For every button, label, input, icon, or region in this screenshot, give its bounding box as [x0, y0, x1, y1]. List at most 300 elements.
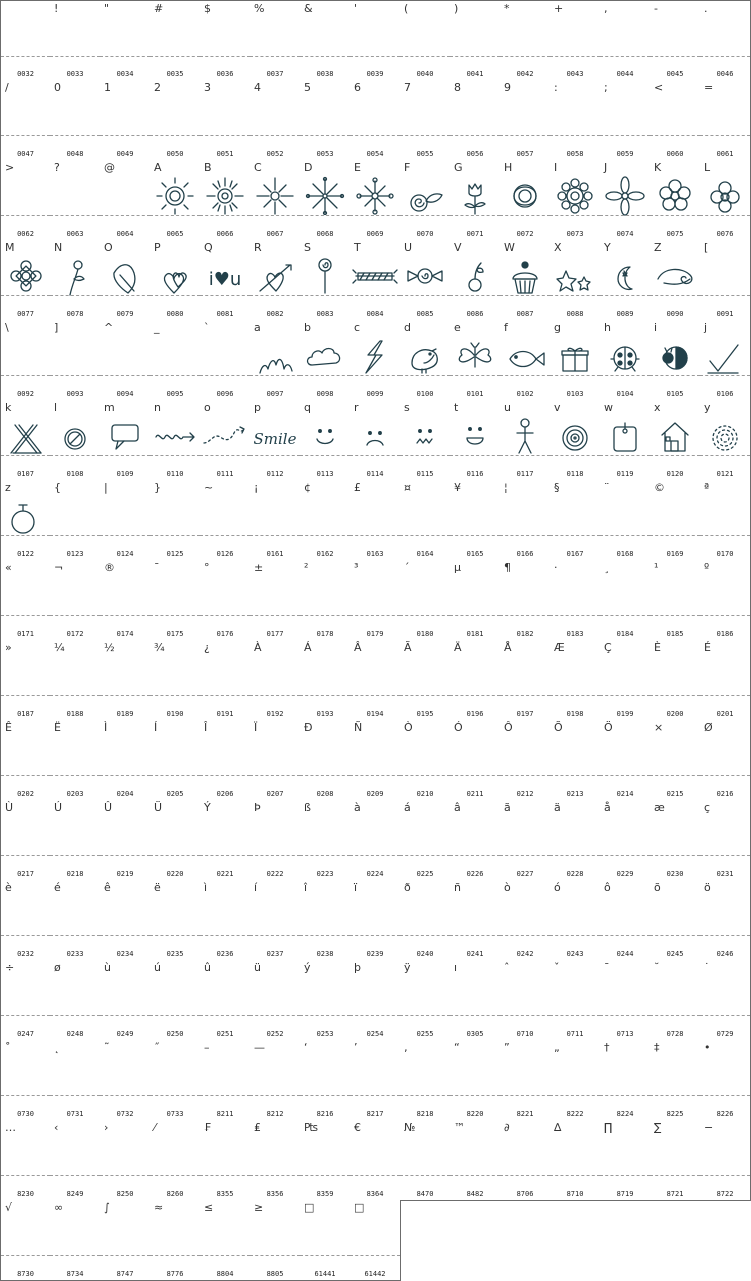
glyph-code: 0083: [316, 310, 334, 318]
glyph-character: õ: [654, 881, 661, 894]
glyph-character: ¸: [604, 561, 610, 574]
sun3-icon: [250, 173, 300, 218]
glyph-code: 8710: [566, 1190, 584, 1198]
glyph-cell: [450, 80, 501, 161]
glyph-code: 0254: [366, 1030, 384, 1038]
baseline-divider: [100, 855, 150, 856]
glyph-character: ˙: [704, 961, 710, 974]
baseline-divider: [600, 375, 650, 376]
baseline-divider: [700, 56, 750, 57]
glyph-code: 8776: [166, 1270, 184, 1278]
baseline-divider: [600, 615, 650, 616]
glyph-cell: [600, 480, 651, 561]
glyph-cell: [400, 720, 451, 801]
glyph-character: €: [354, 1121, 361, 1134]
ladybug2-icon: [650, 333, 700, 378]
glyph-code: 0094: [116, 390, 134, 398]
baseline-divider: [400, 695, 450, 696]
glyph-character: Å: [504, 641, 512, 654]
glyph-code: 0118: [566, 470, 584, 478]
glyph-picture-text: Smile: [253, 430, 297, 448]
baseline-divider: [350, 855, 400, 856]
glyph-character: ∫: [104, 1201, 110, 1214]
glyph-picture-text: i♥u: [208, 269, 242, 290]
glyph-character: Ö: [604, 721, 613, 734]
glyph-character: |: [104, 481, 108, 494]
glyph-cell: [600, 240, 651, 321]
glyph-cell: [700, 640, 751, 721]
baseline-divider: [100, 215, 150, 216]
glyph-cell: [550, 1040, 601, 1121]
glyph-code: 0732: [116, 1110, 134, 1118]
glyph-cell: [600, 960, 651, 1041]
glyph-code: 0710: [516, 1030, 534, 1038]
glyph-cell: [500, 240, 551, 321]
glyph-code: 0245: [666, 950, 684, 958]
baseline-divider: [1, 375, 50, 376]
glyph-code: 0107: [17, 470, 34, 478]
baseline-divider: [300, 455, 350, 456]
glyph-character: p: [254, 401, 261, 414]
glyph-character: F: [404, 161, 411, 174]
glyph-cell: [150, 560, 201, 641]
glyph-cell: [50, 0, 101, 81]
glyph-character: }: [154, 481, 161, 494]
glyph-code: 0114: [366, 470, 384, 478]
glyph-character: §: [554, 481, 560, 494]
glyph-cell: [400, 1040, 451, 1121]
glyph-cell: [250, 480, 301, 561]
glyph-cell: [200, 160, 251, 241]
glyph-character: b: [304, 321, 311, 334]
baseline-divider: [500, 855, 550, 856]
glyph-code: 8359: [316, 1190, 334, 1198]
glyph-character: 7: [404, 81, 411, 94]
glyph-cell: [300, 560, 351, 641]
glyph-character: ⁄: [154, 1121, 156, 1134]
glyph-character: ≥: [254, 1201, 264, 1214]
glyph-character: t: [454, 401, 459, 414]
glyph-character: †: [604, 1041, 610, 1054]
glyph-cell: [250, 1200, 301, 1281]
glyph-code: 0109: [116, 470, 134, 478]
glyph-code: 0053: [316, 150, 334, 158]
glyph-cell: [550, 240, 601, 321]
glyph-character: ¾: [154, 641, 165, 654]
glyph-character: r: [354, 401, 359, 414]
glyph-character: ×: [654, 721, 664, 734]
glyph-code: 8355: [216, 1190, 234, 1198]
baseline-divider: [1, 1015, 50, 1016]
glyph-code: 0203: [66, 790, 84, 798]
glyph-character: »: [5, 641, 12, 654]
glyph-code: 8706: [516, 1190, 534, 1198]
glyph-character: Þ: [254, 801, 261, 814]
baseline-divider: [500, 1015, 550, 1016]
glyph-character: Ð: [304, 721, 313, 734]
baseline-divider: [600, 1015, 650, 1016]
cherry-icon: [450, 253, 500, 298]
glyph-code: 0055: [416, 150, 434, 158]
glyph-code: 0060: [666, 150, 684, 158]
baseline-divider: [550, 455, 600, 456]
glyph-cell: [500, 720, 551, 801]
baseline-divider: [400, 135, 450, 136]
glyph-cell: [450, 1040, 501, 1121]
hearts-icon: [150, 253, 200, 298]
baseline-divider: [650, 615, 700, 616]
sun2-icon: [200, 173, 250, 218]
glyph-character: ï: [354, 881, 358, 894]
glyph-code: 8216: [316, 1110, 334, 1118]
baseline-divider: [550, 775, 600, 776]
glyph-character: C: [254, 161, 262, 174]
glyph-cell: [300, 0, 351, 81]
glyph-cell: [600, 1040, 651, 1121]
glyph-cell: [550, 960, 601, 1041]
glyph-cell: [250, 320, 301, 401]
glyph-cell: [600, 720, 651, 801]
glyph-cell: [50, 640, 101, 721]
glyph-character: ;: [604, 81, 608, 94]
baseline-divider: [100, 935, 150, 936]
glyph-cell: [250, 0, 301, 81]
baseline-divider: [1, 215, 50, 216]
glyph-cell: [600, 560, 651, 641]
glyph-cell: [0, 1200, 51, 1281]
glyph-cell: [700, 80, 751, 161]
glyph-character: ø: [54, 961, 61, 974]
glyph-cell: [300, 880, 351, 961]
glyph-character: A: [154, 161, 162, 174]
glyph-character: N: [54, 241, 63, 254]
glyph-code: 0253: [316, 1030, 334, 1038]
cloud-icon: [300, 333, 350, 378]
baseline-divider: [100, 1175, 150, 1176]
glyph-cell: [200, 640, 251, 721]
glyph-character: ': [354, 2, 358, 15]
glyph-code: 0231: [716, 870, 734, 878]
glyph-cell: [600, 160, 651, 241]
glyph-cell: [0, 240, 51, 321]
glyph-code: 0230: [666, 870, 684, 878]
glyph-cell: [250, 240, 301, 321]
glyph-code: 0172: [66, 630, 84, 638]
baseline-divider: [250, 1255, 300, 1256]
glyph-character: ã: [504, 801, 511, 814]
glyph-code: 0208: [316, 790, 334, 798]
glyph-cell: [0, 1120, 51, 1201]
baseline-divider: [700, 1015, 750, 1016]
glyph-cell: [100, 320, 151, 401]
glyph-cell: [100, 0, 151, 81]
glyph-code: 0040: [416, 70, 434, 78]
glyph-code: 0056: [466, 150, 484, 158]
sun1-icon: [150, 173, 200, 218]
glyph-cell: [500, 1040, 551, 1121]
glyph-character: ": [104, 2, 110, 15]
glyph-character: =: [704, 81, 714, 94]
glyph-character: ¢: [304, 481, 311, 494]
glyph-code: 0218: [66, 870, 84, 878]
glyph-character: □: [304, 1201, 315, 1214]
glyph-code: 8249: [66, 1190, 84, 1198]
glyph-character: Q: [204, 241, 213, 254]
glyph-code: 0224: [366, 870, 384, 878]
glyph-code: 0249: [116, 1030, 134, 1038]
baseline-divider: [100, 535, 150, 536]
glyph-cell: [150, 960, 201, 1041]
baseline-divider: [650, 855, 700, 856]
glyph-code: 0078: [66, 310, 84, 318]
glyph-code: 8482: [466, 1190, 484, 1198]
glyph-code: 0186: [716, 630, 734, 638]
glyph-cell: [250, 960, 301, 1041]
glyph-cell: [250, 160, 301, 241]
baseline-divider: [150, 215, 200, 216]
glyph-cell: [100, 80, 151, 161]
baseline-divider: [350, 615, 400, 616]
baseline-divider: [350, 1175, 400, 1176]
glyph-character: w: [604, 401, 613, 414]
baseline-divider: [450, 455, 500, 456]
glyph-code: 0093: [66, 390, 84, 398]
glyph-code: 0105: [666, 390, 684, 398]
baseline-divider: [100, 695, 150, 696]
glyph-code: 0072: [516, 230, 534, 238]
glyph-character: @: [104, 161, 115, 174]
glyph-cell: [150, 0, 201, 81]
leaf-icon: [100, 253, 150, 298]
glyph-character: &: [304, 2, 313, 15]
glyph-character: .: [704, 2, 708, 15]
glyph-code: 0241: [466, 950, 484, 958]
glyph-character: ¨: [604, 481, 610, 494]
glyph-character: í: [254, 881, 258, 894]
glyph-code: 0713: [616, 1030, 634, 1038]
glyph-code: 0076: [716, 230, 734, 238]
daisy1-icon: [500, 173, 550, 218]
glyph-cell: [150, 720, 201, 801]
glyph-code: 0082: [266, 310, 284, 318]
tagsq-icon: [600, 413, 650, 458]
baseline-divider: [400, 295, 450, 296]
baseline-divider: [700, 775, 750, 776]
ladybug1-icon: [600, 333, 650, 378]
glyph-cell: [300, 1040, 351, 1121]
baseline-divider: [1, 56, 50, 57]
baseline-divider: [450, 535, 500, 536]
baseline-divider: [150, 855, 200, 856]
glyph-character: №: [404, 1121, 416, 1134]
baseline-divider: [250, 1015, 300, 1016]
glyph-cell: [100, 1200, 151, 1281]
glyph-character: ÷: [5, 961, 15, 974]
baseline-divider: [250, 135, 300, 136]
glyph-cell: [450, 160, 501, 241]
glyph-character: ˝: [154, 1041, 160, 1054]
glyph-code: 0045: [666, 70, 684, 78]
glyph-character: Ê: [5, 721, 12, 734]
baseline-divider: [650, 455, 700, 456]
glyph-character: z: [5, 481, 11, 494]
baseline-divider: [300, 775, 350, 776]
glyph-code: 0169: [666, 550, 684, 558]
baseline-divider: [300, 935, 350, 936]
glyph-cell: [600, 880, 651, 961]
baseline-divider: [1, 935, 50, 936]
glyph-cell: [200, 880, 251, 961]
glyph-code: 0101: [466, 390, 484, 398]
glyph-code: 8250: [116, 1190, 134, 1198]
glyph-character: X: [554, 241, 562, 254]
noentry-icon: [50, 413, 100, 458]
glyph-cell: [50, 1200, 101, 1281]
baseline-divider: [550, 695, 600, 696]
glyph-cell: [500, 880, 551, 961]
baseline-divider: [650, 1095, 700, 1096]
glyph-character: µ: [454, 561, 461, 574]
glyph-cell: [450, 1120, 501, 1201]
baseline-divider: [550, 1095, 600, 1096]
baseline-divider: [500, 1095, 550, 1096]
glyph-code: 0200: [666, 710, 684, 718]
baseline-divider: [650, 535, 700, 536]
glyph-cell: [50, 560, 101, 641]
glyph-code: 0213: [566, 790, 584, 798]
baseline-divider: [200, 775, 250, 776]
baseline-divider: [1, 535, 50, 536]
glyph-character: –: [204, 1041, 210, 1054]
baseline-divider: [1, 135, 50, 136]
glyph-code: 8364: [366, 1190, 384, 1198]
glyph-cell: [550, 0, 601, 81]
glyph-character: Ñ: [354, 721, 363, 734]
glyph-cell: [500, 1120, 551, 1201]
glyph-cell: [250, 720, 301, 801]
glyph-code: 0117: [516, 470, 534, 478]
glyph-character: ^: [104, 321, 114, 334]
glyph-character: o: [204, 401, 211, 414]
glyph-character: Ô: [504, 721, 513, 734]
baseline-divider: [600, 1175, 650, 1176]
baseline-divider: [50, 455, 100, 456]
baseline-divider: [300, 1015, 350, 1016]
baseline-divider: [350, 535, 400, 536]
glyph-cell: [100, 400, 151, 481]
glyph-cell: [0, 320, 51, 401]
frown-icon: [350, 413, 400, 458]
glyph-character: ˘: [654, 961, 660, 974]
glyph-cell: [400, 80, 451, 161]
glyph-code: 8212: [266, 1110, 284, 1118]
glyph-character: À: [254, 641, 262, 654]
glyph-code: 8734: [66, 1270, 84, 1278]
glyph-code: 8221: [516, 1110, 534, 1118]
moon-icon: [600, 253, 650, 298]
baseline-divider: [650, 695, 700, 696]
baseline-divider: [600, 455, 650, 456]
glyph-cell: [600, 640, 651, 721]
baseline-divider: [550, 1015, 600, 1016]
glyph-code: 61442: [364, 1270, 386, 1278]
baseline-divider: [600, 775, 650, 776]
glyph-code: 0209: [366, 790, 384, 798]
glyph-character: £: [354, 481, 361, 494]
glyph-code: 0233: [66, 950, 84, 958]
glyph-character: e: [454, 321, 461, 334]
glyph-cell: [100, 640, 151, 721]
glyph-cell: [50, 240, 101, 321]
baseline-divider: [350, 135, 400, 136]
baseline-divider: [250, 1175, 300, 1176]
glyph-character: Ì: [104, 721, 108, 734]
glyph-character: —: [254, 1041, 265, 1054]
glyph-code: 0079: [116, 310, 134, 318]
baseline-divider: [650, 375, 700, 376]
baseline-divider: [600, 215, 650, 216]
glyph-character: ª: [704, 481, 710, 494]
glyph-character: (: [404, 2, 409, 15]
baseline-divider: [150, 535, 200, 536]
glyph-character: ú: [154, 961, 161, 974]
glyph-code: 0226: [466, 870, 484, 878]
glyph-code: 0051: [216, 150, 234, 158]
baseline-divider: [1, 1255, 50, 1256]
baseline-divider: [150, 1015, 200, 1016]
glyph-cell: [0, 720, 51, 801]
glyph-cell: [300, 480, 351, 561]
baseline-divider: [50, 135, 100, 136]
glyph-code: 0190: [166, 710, 184, 718]
glyph-cell: [200, 960, 251, 1041]
baseline-divider: [400, 1015, 450, 1016]
glyph-cell: [350, 0, 401, 81]
glyph-cell: [550, 320, 601, 401]
baseline-divider: [400, 375, 450, 376]
glyph-cell: [0, 960, 51, 1041]
glyph-character: Ï: [254, 721, 258, 734]
glyph-character: 2: [154, 81, 161, 94]
baseline-divider: [250, 855, 300, 856]
baseline-divider: [350, 375, 400, 376]
glyph-cell: [700, 880, 751, 961]
glyph-character: B: [204, 161, 212, 174]
glyph-character: Í: [154, 721, 158, 734]
glyph-cell: [350, 960, 401, 1041]
glyph-code: 0193: [316, 710, 334, 718]
glyph-code: 0251: [216, 1030, 234, 1038]
glyph-character: 0: [54, 81, 61, 94]
glyph-code: 0052: [266, 150, 284, 158]
glyph-cell: [0, 800, 51, 881]
glyph-code: 0194: [366, 710, 384, 718]
butterfly-icon: [450, 333, 500, 378]
baseline-divider: [700, 615, 750, 616]
glyph-code: 0034: [116, 70, 134, 78]
glyph-code: 0221: [216, 870, 234, 878]
glyph-cell: [350, 1120, 401, 1201]
glyph-code: 0069: [366, 230, 384, 238]
baseline-divider: [200, 455, 250, 456]
glyph-cell: [550, 800, 601, 881]
baseline-divider: [600, 935, 650, 936]
glyph-cell: [50, 800, 101, 881]
glyph-cell: [650, 480, 701, 561]
glyph-code: 0196: [466, 710, 484, 718]
baseline-divider: [150, 56, 200, 57]
glyph-code: 0081: [216, 310, 234, 318]
